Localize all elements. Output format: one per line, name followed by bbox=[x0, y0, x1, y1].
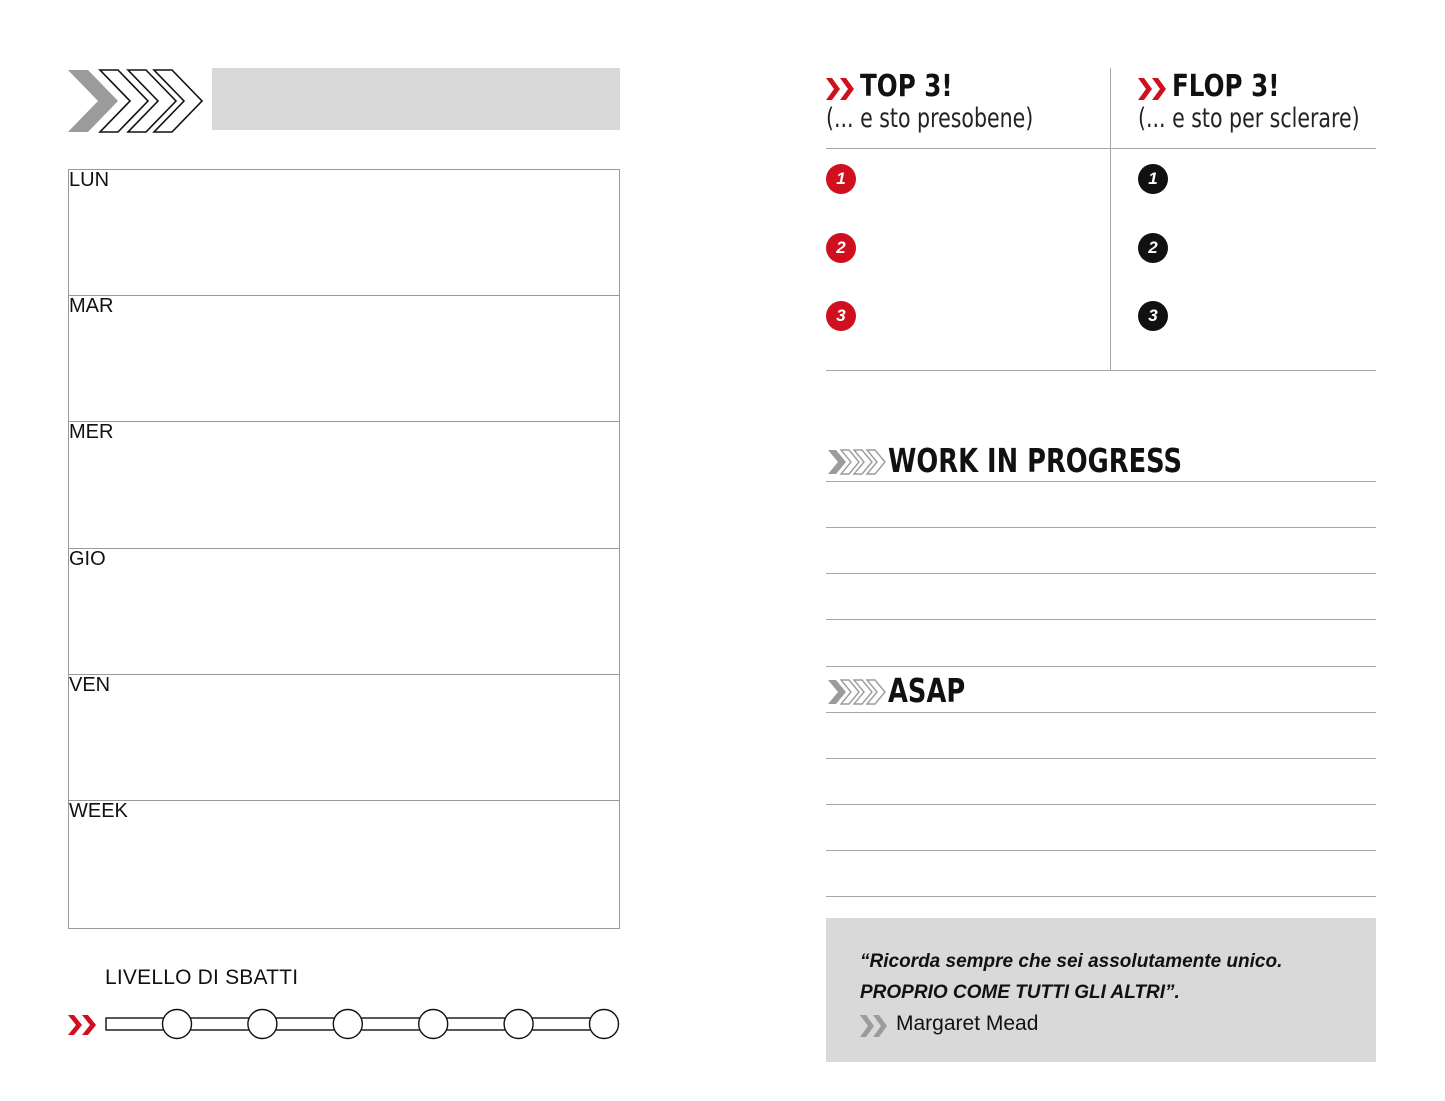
day-label: WEEK bbox=[69, 800, 128, 822]
quote-line-1: “Ricorda sempre che sei assolutamente unico. bbox=[860, 951, 1283, 972]
flop3-title: FLOP 3! bbox=[1172, 69, 1280, 104]
day-row-gio[interactable] bbox=[69, 549, 619, 675]
day-label: LUN bbox=[69, 169, 110, 191]
double-chevron-icon bbox=[826, 76, 856, 102]
wip-title: WORK IN PROGRESS bbox=[888, 441, 1183, 480]
note-line[interactable] bbox=[826, 481, 1376, 482]
top-item-2-badge: 2 bbox=[826, 233, 856, 263]
week-schedule-box bbox=[68, 169, 620, 929]
day-row-mar[interactable] bbox=[69, 296, 619, 422]
top-item-3-badge: 3 bbox=[826, 301, 856, 331]
quote-line-2: PROPRIO COME TUTTI GLI ALTRI”. bbox=[860, 982, 1180, 1003]
chevrons-quote-icon bbox=[860, 1014, 890, 1038]
flop-item-3-badge: 3 bbox=[1138, 301, 1168, 331]
level-step-4[interactable] bbox=[419, 1010, 448, 1039]
chevrons-header-icon bbox=[66, 68, 206, 134]
note-line[interactable] bbox=[826, 758, 1376, 759]
top-item-1-badge: 1 bbox=[826, 164, 856, 194]
note-line[interactable] bbox=[826, 850, 1376, 851]
day-label: MAR bbox=[69, 295, 114, 317]
divider bbox=[826, 148, 1376, 149]
level-step-6[interactable] bbox=[590, 1010, 619, 1039]
level-step-5[interactable] bbox=[504, 1010, 533, 1039]
week-title-field[interactable] bbox=[212, 68, 620, 130]
day-row-mer[interactable] bbox=[69, 422, 619, 549]
chevrons-gray-icon bbox=[828, 678, 886, 706]
top3-subtitle: (... e sto presobene) bbox=[826, 103, 1034, 134]
column-divider bbox=[1110, 68, 1111, 370]
level-scale[interactable] bbox=[104, 1006, 624, 1042]
note-line[interactable] bbox=[826, 573, 1376, 574]
note-line[interactable] bbox=[826, 804, 1376, 805]
level-label: LIVELLO DI SBATTI bbox=[105, 966, 299, 989]
note-line[interactable] bbox=[826, 666, 1376, 667]
quote-box bbox=[826, 918, 1376, 1062]
double-chevron-icon bbox=[68, 1013, 98, 1037]
day-label: MER bbox=[69, 421, 114, 443]
quote-author: Margaret Mead bbox=[896, 1012, 1039, 1035]
asap-title: ASAP bbox=[888, 671, 966, 710]
divider bbox=[826, 370, 1376, 371]
day-row-lun[interactable] bbox=[69, 170, 619, 296]
note-line[interactable] bbox=[826, 619, 1376, 620]
note-line[interactable] bbox=[826, 712, 1376, 713]
level-step-3[interactable] bbox=[333, 1010, 362, 1039]
flop-item-1-badge: 1 bbox=[1138, 164, 1168, 194]
day-label: VEN bbox=[69, 674, 111, 696]
flop3-subtitle: (... e sto per sclerare) bbox=[1138, 103, 1360, 134]
day-row-week[interactable] bbox=[69, 801, 619, 928]
flop-item-2-badge: 2 bbox=[1138, 233, 1168, 263]
note-line[interactable] bbox=[826, 527, 1376, 528]
day-row-ven[interactable] bbox=[69, 675, 619, 801]
level-step-2[interactable] bbox=[248, 1010, 277, 1039]
day-label: GIO bbox=[69, 548, 106, 570]
level-step-1[interactable] bbox=[163, 1010, 192, 1039]
note-line[interactable] bbox=[826, 896, 1376, 897]
double-chevron-icon bbox=[1138, 76, 1168, 102]
top3-title: TOP 3! bbox=[860, 69, 953, 104]
chevrons-gray-icon bbox=[828, 448, 886, 476]
